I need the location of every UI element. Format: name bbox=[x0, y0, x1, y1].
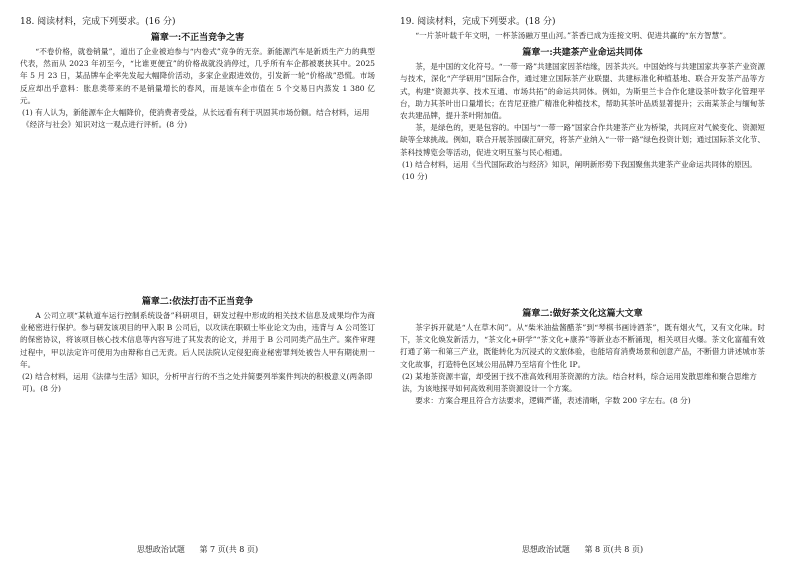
material-paragraph: 茶字拆开就是“人在草木间”。从“柴米油盐酱醋茶”到“琴棋书画诗酒茶”，既有烟火气，又有文化味。时下，茶文化焕发新活力，“茶文化+研学”“茶文化+康养”等新业态不断涌现，相关项目火爆。茶文化富蕴有效打通了第一和第三产业，既能转化为沉浸式的文旅体验，也能培育消费场景和创意产品，不断借力讲述城市茶文化故事，打造特色区域公用品牌乃至培育个性化 IP。 bbox=[400, 323, 765, 369]
section-tea-culture bbox=[400, 306, 765, 407]
right-page bbox=[400, 0, 765, 579]
section-unfair-competition-harm bbox=[20, 30, 375, 131]
question-18-header: 18. 阅读材料，完成下列要求。(16 分) bbox=[20, 17, 176, 27]
footer-subject: 思想政治试题 bbox=[521, 545, 570, 554]
footer-subject: 思想政治试题 bbox=[136, 545, 185, 554]
left-page bbox=[20, 0, 375, 579]
section-title: 篇章一:不正当竞争之害 bbox=[150, 33, 245, 43]
footer-page-number: 第 7 页(共 8 页) bbox=[199, 545, 259, 554]
answer-requirement: 要求：方案合理且符合方法要求，逻辑严谨，表述清晰，字数 200 字左右。(8 分) bbox=[415, 396, 691, 406]
question-task: (2) 结合材料，运用《法律与生活》知识，分析甲言行的不当之处并简要列举案件判决的积极意义(两条即可)。(8 分) bbox=[22, 372, 373, 394]
material-paragraph: “不卷价格，就卷销量”，道出了企业被迫参与“内卷式”竞争的无奈。新能源汽车是新质生产力的典型代表，然而从 2023 年初至今，“比谁更便宜”的价格战就没消停过，几乎所有车企都被裹挟其中。2025 年 5 月 23 日，某品牌车企率先发起大幅降价活动，多家企业跟进效仿，引发新一轮“价格战”恐慌。市场反应却出乎意料：胀息类带来的不是销量增长的春风，而是该车企市值在 5 个交易日内蒸发 1 380 亿元。 bbox=[20, 47, 375, 105]
material-paragraph: A 公司立项“某轨道车运行控制系统设备”科研项目，研发过程中形成的相关技术信息及成果均作为商业秘密进行保护。参与研发该项目的甲入职 B 公司后，以攻读在职硕士毕业论文为由，违背与 A 公司签订的保密协议，将该项目核心技术信息等内容写进了其发表的论文，并用于 B 公司同类产品生产。案件审理过程中，甲以法定许可使用为由辩称自己无责。后人民法院认定侵犯商业秘密罪判处被告人甲有期徒刑一年。 bbox=[20, 311, 375, 369]
section-tea-industry-community bbox=[400, 30, 765, 183]
question-task: (1) 有人认为，新能源车企大幅降价，使消费者受益，从长远看有利于巩固其市场份额。结合材料，运用《经济与社会》知识对这一观点进行评析。(8 分) bbox=[22, 108, 370, 130]
question-19-header: 19. 阅读材料，完成下列要求。(18 分) bbox=[400, 17, 556, 27]
material-paragraph: 茶，是中国的文化符号。“一带一路”共建国家因茶结缘，因茶共兴。中国始终与共建国家共享茶产业资源与技术，深化“产学研用”国际合作，通过建立国际茶产业联盟、共建标准化种植基地、联合开发茶产品等方式，构建“资源共享、技术互通、市场共拓”的命运共同体。例如，为斯里兰卡合作化建设茶叶数字化管理平台，助力其茶叶出口量增长；在肯尼亚推广精准化种植技术，帮助其茶叶品质显著提升；云南某茶企与缅甸茶农共建品牌，提升茶叶附加值。 bbox=[400, 62, 765, 121]
section-title: 篇章二:依法打击不正当竞争 bbox=[141, 297, 254, 307]
question-task: (2) 某地茶资源丰富，却受困于找不准高效利用茶资源的方法。结合材料，综合运用发散思维和聚合思维方法，为该地探寻如何高效利用茶资源设计一个方案。 bbox=[402, 371, 757, 394]
section-crack-down-unfair-competition bbox=[20, 294, 375, 395]
section-title: 篇章一:共建茶产业命运共同体 bbox=[522, 48, 643, 59]
material-paragraph: 茶，是绿色的，更是包容的。中国与“一带一路”国家合作共建茶产业为桥梁，共同应对气候变化、资源短缺等全球挑战。例如，联合开展茶园碳汇研究，将茶产业纳入“一带一路”绿色投资计划；通过国际茶文化节、茶科技博览会等活动，促进文明互鉴与民心相通。 bbox=[400, 123, 765, 157]
footer-page-number: 第 8 页(共 8 页) bbox=[584, 545, 644, 554]
page-footer bbox=[400, 544, 765, 555]
intro-quote: “一片茶叶载千年文明，一杯茶汤融万里山河。”茶香已成为连接文明、促进共赢的“东方智慧”。 bbox=[415, 31, 731, 40]
question-task: (1) 结合材料，运用《当代国际政治与经济》知识，阐明新形势下我国聚焦共建茶产业命运共同体的原因。(10 分) bbox=[402, 159, 757, 182]
section-title: 篇章二:做好茶文化这篇大文章 bbox=[522, 309, 643, 319]
page-footer bbox=[20, 544, 375, 555]
